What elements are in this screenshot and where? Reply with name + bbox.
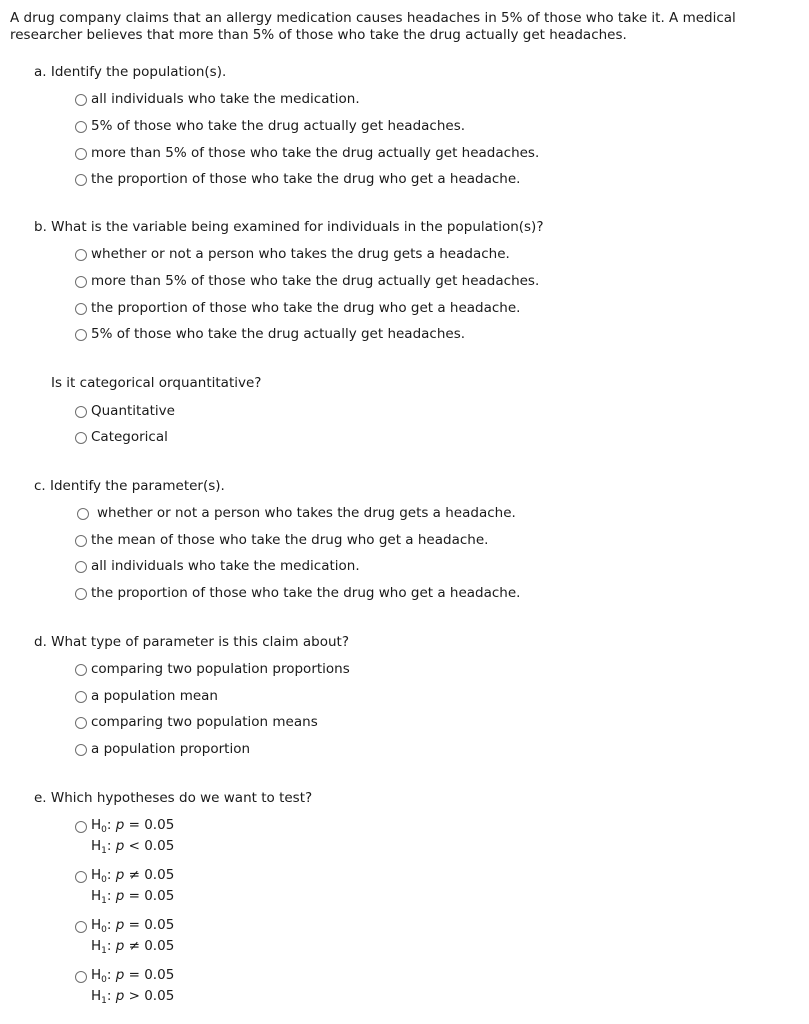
question-c-label: c. Identify the parameter(s). — [34, 478, 225, 494]
alternative-hypothesis: $H_1$: p < 0.05 — [91, 838, 175, 856]
alternative-hypothesis: $H_1$: p > 0.05 — [91, 988, 175, 1006]
radio-button[interactable] — [75, 329, 87, 341]
radio-button[interactable] — [75, 744, 87, 756]
null-hypothesis: $H_0$: p = 0.05 — [91, 917, 175, 935]
null-hypothesis: $H_0$: p = 0.05 — [91, 817, 175, 835]
radio-button[interactable] — [75, 148, 87, 160]
question-d-option-2[interactable]: a population mean — [75, 688, 218, 705]
radio-button[interactable] — [75, 406, 87, 418]
question-d-option-3[interactable]: comparing two population means — [75, 714, 318, 731]
radio-button[interactable] — [75, 121, 87, 133]
radio-button[interactable] — [75, 535, 87, 547]
radio-button[interactable] — [75, 971, 87, 983]
question-e-option-2[interactable] — [75, 866, 174, 908]
question-a-option-1[interactable]: all individuals who take the medication. — [75, 91, 360, 108]
question-d-option-1[interactable]: comparing two population proportions — [75, 661, 350, 678]
question-b-option-2[interactable]: more than 5% of those who take the drug actually get headaches. — [75, 273, 539, 290]
question-e-option-1[interactable] — [75, 816, 174, 858]
question-c-option-3[interactable]: all individuals who take the medication. — [75, 558, 360, 575]
question-b2-label: Is it categorical orquantitative? — [51, 375, 262, 391]
null-hypothesis: $H_0$: p ≠ 0.05 — [91, 867, 175, 885]
question-a-option-3[interactable]: more than 5% of those who take the drug actually get headaches. — [75, 145, 539, 162]
radio-button[interactable] — [75, 871, 87, 883]
radio-button[interactable] — [75, 561, 87, 573]
radio-button[interactable] — [75, 94, 87, 106]
question-c-option-2[interactable]: the mean of those who take the drug who get a headache. — [75, 532, 488, 549]
alternative-hypothesis: $H_1$: p ≠ 0.05 — [91, 938, 175, 956]
question-d-label: d. What type of parameter is this claim about? — [34, 634, 349, 650]
question-c-option-1[interactable]: whether or not a person who takes the drug gets a headache. — [77, 505, 516, 522]
question-e-option-4[interactable] — [75, 966, 174, 1008]
question-b-option-4[interactable]: 5% of those who take the drug actually get headaches. — [75, 326, 465, 343]
question-e-option-3[interactable] — [75, 916, 174, 958]
radio-button[interactable] — [75, 691, 87, 703]
radio-button[interactable] — [75, 921, 87, 933]
question-b-label: b. What is the variable being examined for individuals in the population(s)? — [34, 219, 544, 235]
radio-button[interactable] — [75, 717, 87, 729]
question-a-option-4[interactable]: the proportion of those who take the drug who get a headache. — [75, 171, 520, 188]
radio-button[interactable] — [75, 249, 87, 261]
problem-statement: A drug company claims that an allergy medication causes headaches in 5% of those who take it. A medical researcher believes that more than 5% of those who take the drug actually get headaches. — [10, 10, 736, 43]
question-a-option-2[interactable]: 5% of those who take the drug actually get headaches. — [75, 118, 465, 135]
radio-button[interactable] — [75, 174, 87, 186]
question-a-label: a. Identify the population(s). — [34, 64, 227, 80]
radio-button[interactable] — [75, 821, 87, 833]
question-b-option-1[interactable]: whether or not a person who takes the drug gets a headache. — [75, 246, 510, 263]
radio-button[interactable] — [77, 508, 89, 520]
radio-button[interactable] — [75, 432, 87, 444]
radio-button[interactable] — [75, 303, 87, 315]
question-d-option-4[interactable]: a population proportion — [75, 741, 250, 758]
question-c-option-4[interactable]: the proportion of those who take the drug who get a headache. — [75, 585, 520, 602]
null-hypothesis: $H_0$: p = 0.05 — [91, 967, 175, 985]
question-b2-option-quantitative[interactable]: Quantitative — [75, 403, 175, 420]
radio-button[interactable] — [75, 588, 87, 600]
alternative-hypothesis: $H_1$: p = 0.05 — [91, 888, 175, 906]
radio-button[interactable] — [75, 664, 87, 676]
question-b2-option-categorical[interactable]: Categorical — [75, 429, 168, 446]
radio-button[interactable] — [75, 276, 87, 288]
question-b-option-3[interactable]: the proportion of those who take the drug who get a headache. — [75, 300, 520, 317]
question-e-label: e. Which hypotheses do we want to test? — [34, 790, 313, 806]
